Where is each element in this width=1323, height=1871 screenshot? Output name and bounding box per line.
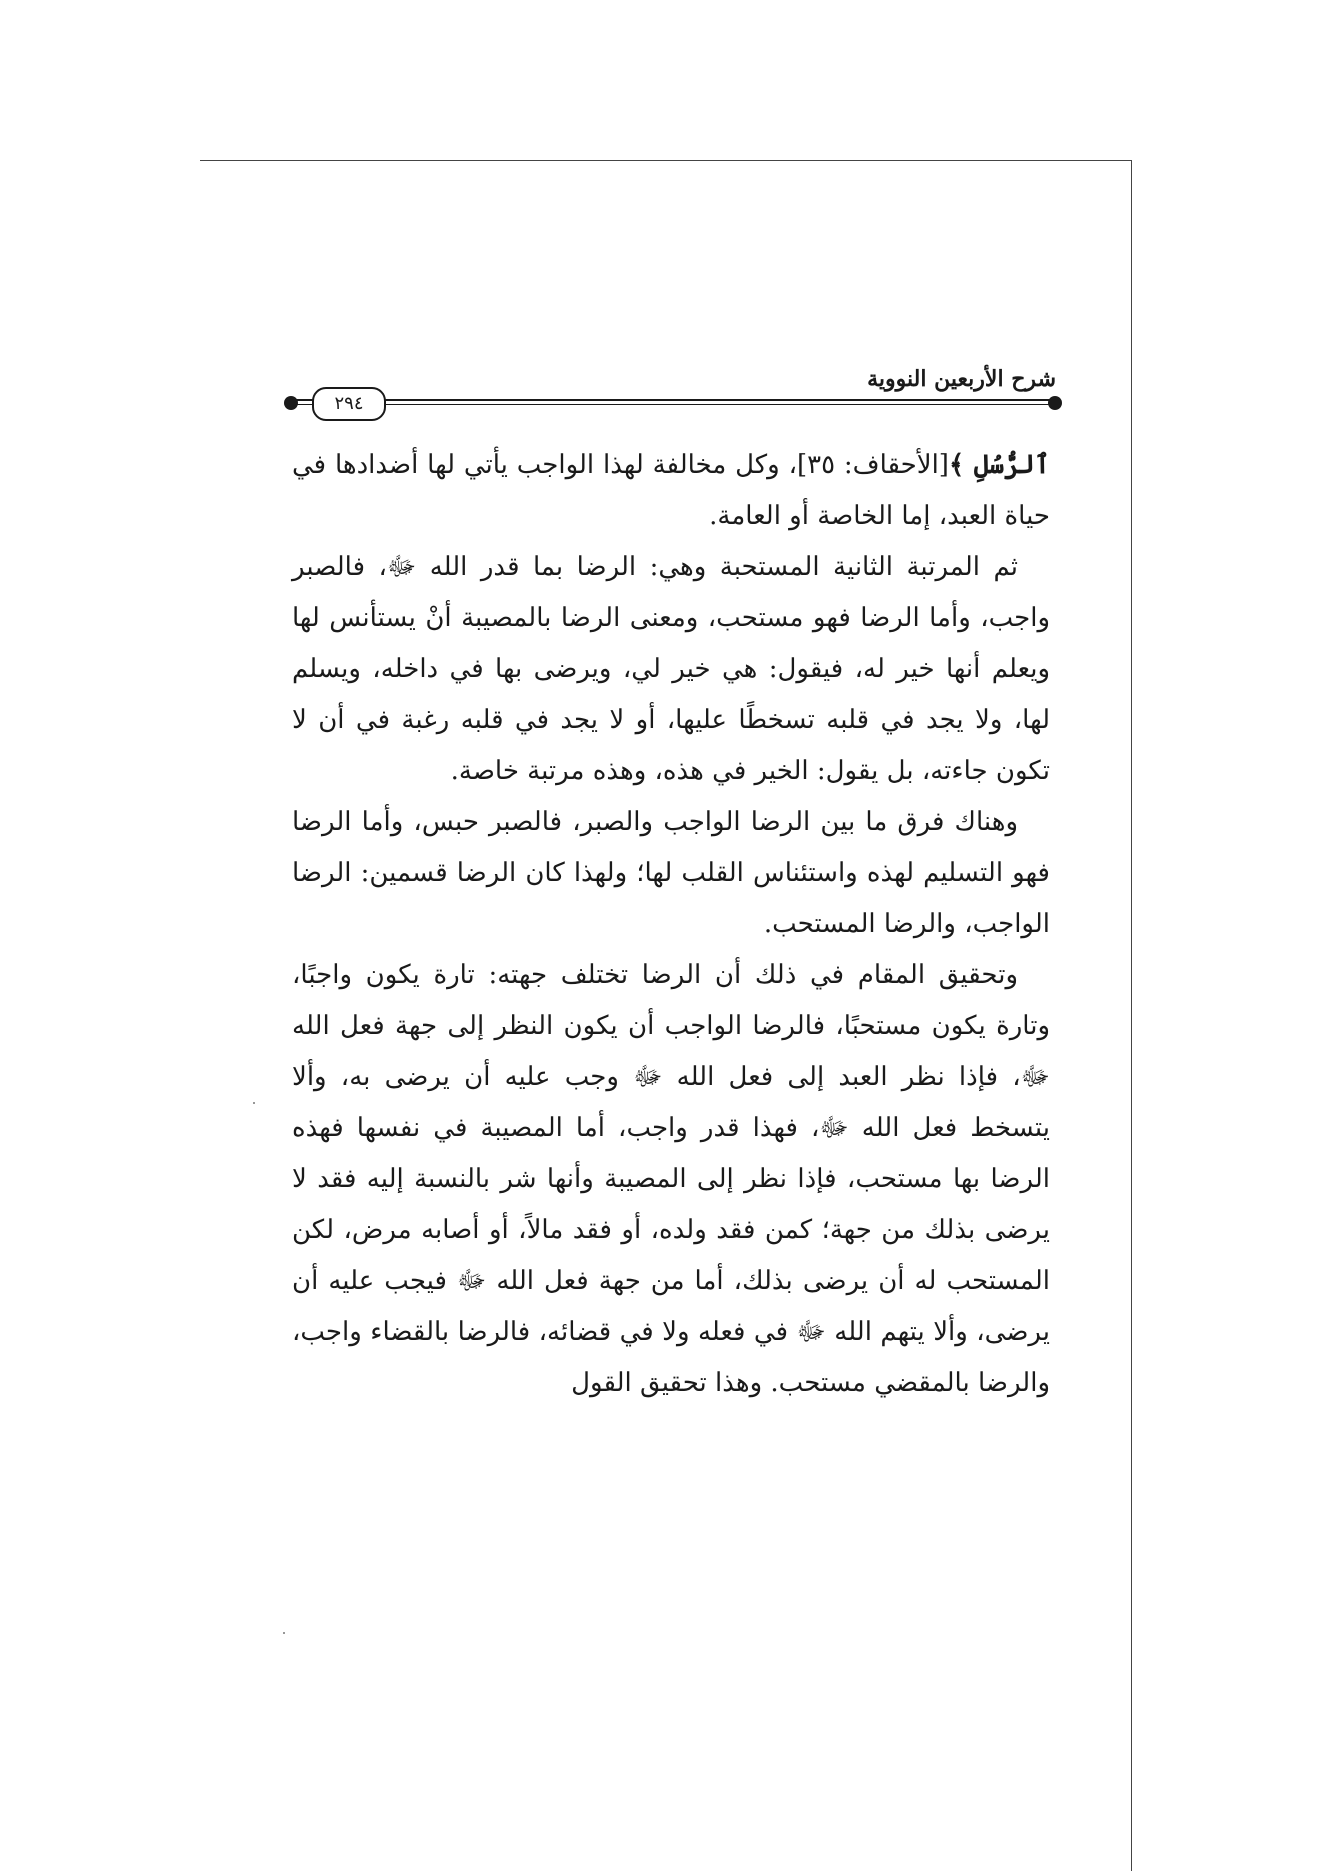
scan-speck (283, 1632, 285, 1634)
paragraph-1 (292, 440, 1050, 542)
quran-verse-ending: ٱلرُّسُلِ ﴾ (948, 450, 1050, 480)
paragraph-2: ثم المرتبة الثانية المستحبة وهي: الرضا بما قدر الله ﷻ، فالصبر واجب، وأما الرضا فهو مستحب، ومعنى الرضا بالمصيبة أنْ يستأنس لها ويعلم أنها خير له، فيقول: هي خير لي، ويرضى بها في داخله، ويسلم لها، ولا يجد في قلبه تسخطًا عليها، أو لا يجد في قلبه رغبة في أن لا تكون جاءته، بل يقول: الخير في هذه، وهذه مرتبة خاصة. (292, 552, 1050, 786)
page-crop-line-top (200, 160, 1132, 161)
header-ornament-dot-left (284, 396, 298, 410)
paragraph-1-text: [الأحقاف: ٣٥]، وكل مخالفة لهذا الواجب يأتي لها أضدادها في حياة العبد، إما الخاصة أو العامة. (292, 450, 1050, 531)
page-crop-line-right (1131, 160, 1132, 1871)
scan-speck (253, 1102, 255, 1104)
header-rule (290, 399, 1056, 405)
paragraph-3: وهناك فرق ما بين الرضا الواجب والصبر، فالصبر حبس، وأما الرضا فهو التسليم لهذه واستئناس القلب لها؛ ولهذا كان الرضا قسمين: الرضا الواجب، والرضا المستحب. (292, 807, 1050, 939)
book-title: شرح الأربعين النووية (867, 366, 1056, 392)
paragraph-4: وتحقيق المقام في ذلك أن الرضا تختلف جهته: تارة يكون واجبًا، وتارة يكون مستحبًا، فالرضا الواجب أن يكون النظر إلى جهة فعل الله ﷻ، فإذا نظر العبد إلى فعل الله ﷻ وجب عليه أن يرضى به، وألا يتسخط فعل الله ﷻ، فهذا قدر واجب، أما المصيبة في نفسها فهذه الرضا بها مستحب، فإذا نظر إلى المصيبة وأنها شر بالنسبة إليه فقد لا يرضى بذلك من جهة؛ كمن فقد ولده، أو فقد مالاً، أو أصابه مرض، لكن المستحب له أن يرضى بذلك، أما من جهة فعل الله ﷻ فيجب عليه أن يرضى، وألا يتهم الله ﷻ في فعله ولا في قضائه، فالرضا بالقضاء واجب، والرضا بالمقضي مستحب. وهذا تحقيق القول (292, 960, 1050, 1398)
header-ornament-dot-right (1048, 396, 1062, 410)
page-number: ٢٩٤ (312, 387, 386, 421)
body-text (292, 440, 1050, 1409)
page-header (290, 360, 1056, 420)
